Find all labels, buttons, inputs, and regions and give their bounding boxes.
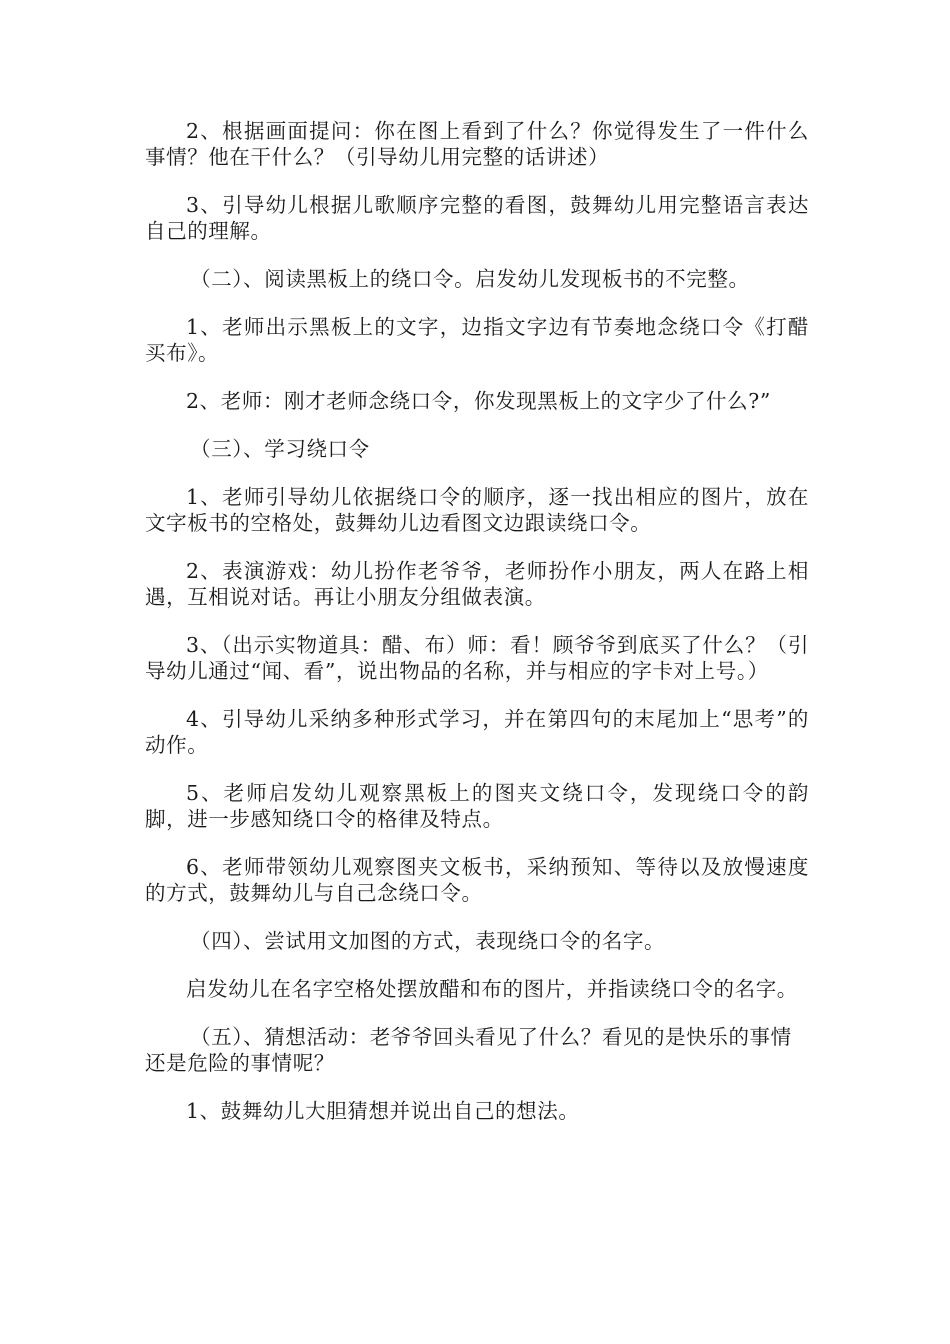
- paragraph: 1、老师出示黑板上的文字，边指文字边有节奏地念绕口令《打醋买布》。: [145, 315, 809, 365]
- paragraph: 2、表演游戏：幼儿扮作老爷爷，老师扮作小朋友，两人在路上相遇，互相说对话。再让小朋友分组做表演。: [145, 559, 809, 609]
- section-heading: （二）、阅读黑板上的绕口令。启发幼儿发现板书的不完整。: [190, 267, 750, 291]
- paragraph: 启发幼儿在名字空格处摆放醋和布的图片，并指读绕口令的名字。: [186, 977, 798, 1001]
- document-body: [145, 118, 809, 1146]
- paragraph: 6、老师带领幼儿观察图夹文板书，采纳预知、等待以及放慢速度的方式，鼓舞幼儿与自己念绕口令。: [145, 855, 809, 905]
- paragraph: 3、引导幼儿根据儿歌顺序完整的看图，鼓舞幼儿用完整语言表达自己的理解。: [145, 193, 809, 243]
- paragraph: 1、鼓舞幼儿大胆猜想并说出自己的想法。: [186, 1099, 580, 1123]
- paragraph: 3、（出示实物道具：醋、布）师：看！顾爷爷到底买了什么？（引导幼儿通过“闻、看”，说出物品的名称，并与相应的字卡对上号。）: [145, 633, 809, 683]
- paragraph: 1、老师引导幼儿依据绕口令的顺序，逐一找出相应的图片，放在文字板书的空格处，鼓舞幼儿边看图文边跟读绕口令。: [145, 485, 809, 535]
- section-heading: （四）、尝试用文加图的方式，表现绕口令的名字。: [190, 929, 666, 953]
- section-heading: （五）、猜想活动：老爷爷回头看见了什么？看见的是快乐的事情还是危险的事情呢？: [145, 1025, 792, 1075]
- paragraph: 4、引导幼儿采纳多种形式学习，并在第四句的末尾加上“思考”的动作。: [145, 707, 809, 757]
- paragraph: 5、老师启发幼儿观察黑板上的图夹文绕口令，发现绕口令的韵脚，进一步感知绕口令的格律及特点。: [145, 781, 809, 831]
- paragraph: 2、老师：刚才老师念绕口令，你发现黑板上的文字少了什么?”: [186, 389, 771, 413]
- section-heading: （三）、学习绕口令: [190, 437, 370, 461]
- paragraph: 2、根据画面提问：你在图上看到了什么？你觉得发生了一件什么事情？他在干什么？（引导幼儿用完整的话讲述）: [145, 119, 809, 169]
